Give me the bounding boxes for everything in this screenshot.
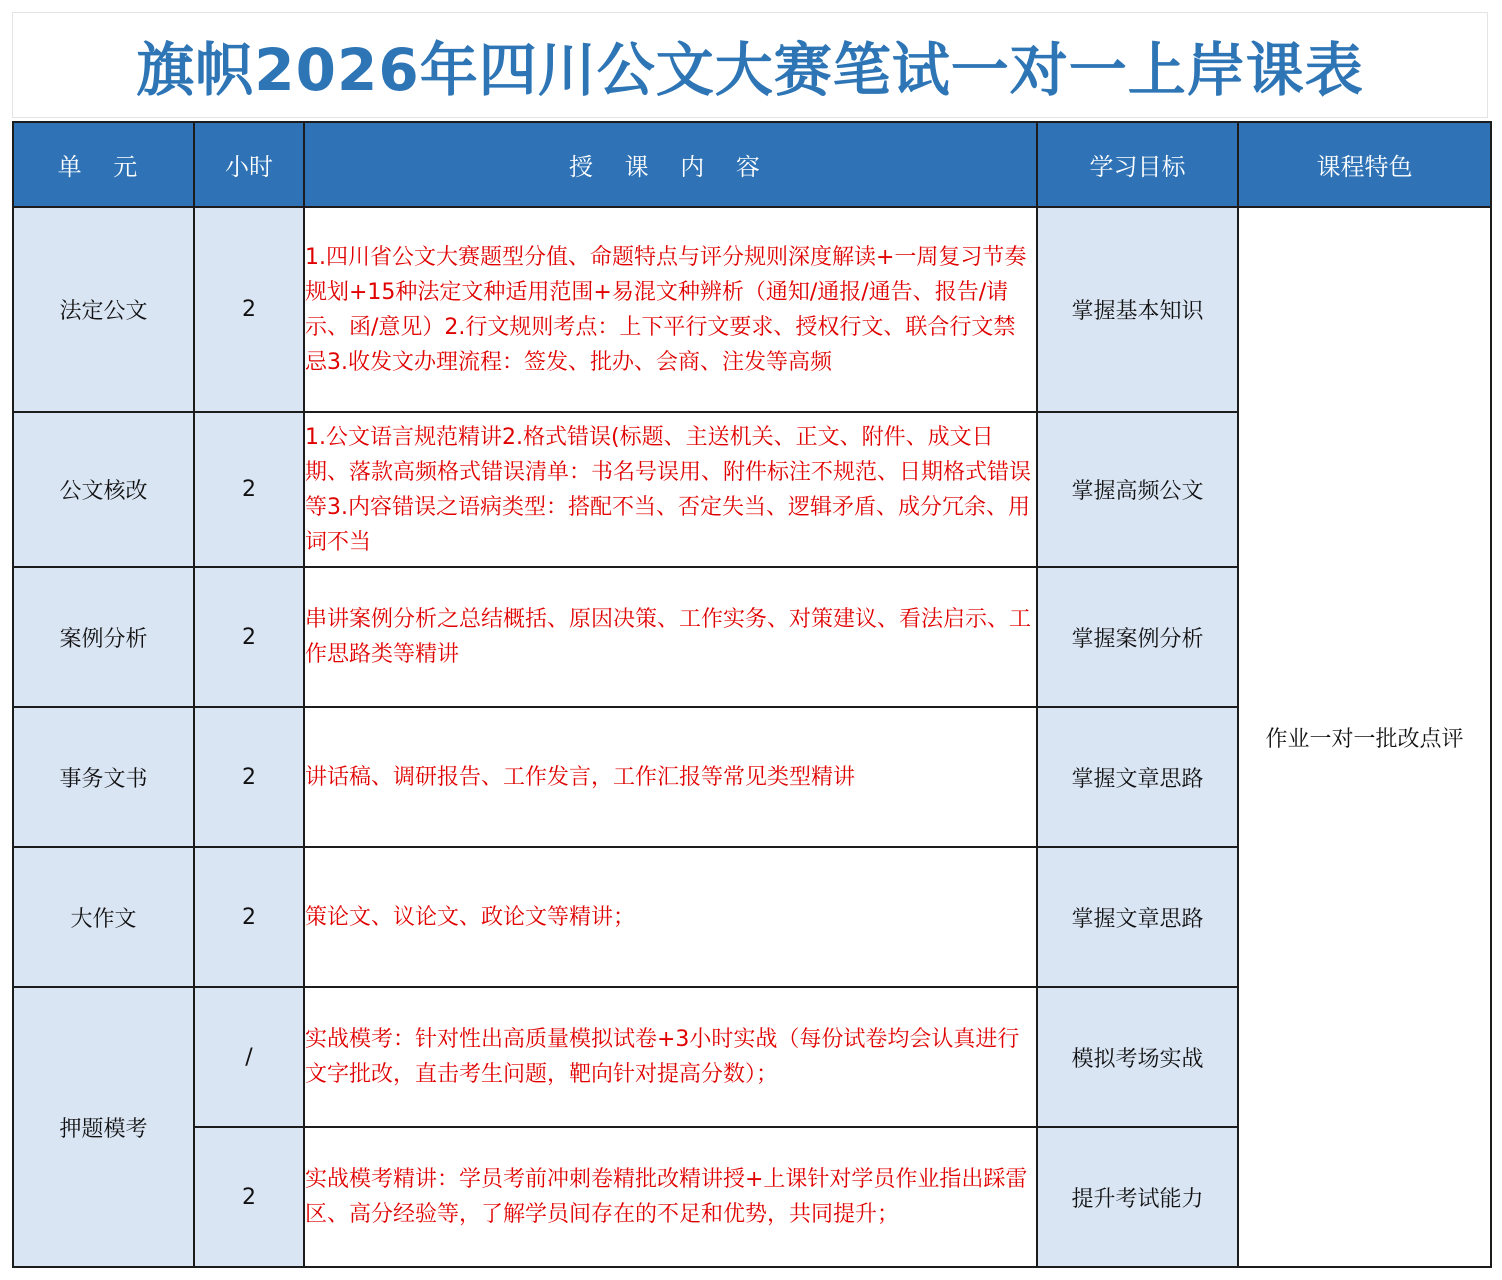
hours-cell: 2	[194, 207, 304, 412]
unit-cell: 法定公文	[13, 207, 194, 412]
content-cell: 1.四川省公文大赛题型分值、命题特点与评分规则深度解读+一周复习节奏规划+15种法定文种适用范围+易混文种辨析（通知/通报/通告、报告/请示、函/意见）2.行文规则考点：上下平行文要求、授权行文、联合行文禁忌3.收发文办理流程：签发、批办、会商、注发等高频	[304, 207, 1037, 412]
page-title: 旗帜2026年四川公文大赛笔试一对一上岸课表	[136, 36, 1364, 104]
goal-cell: 掌握文章思路	[1037, 847, 1238, 987]
goal-cell: 提升考试能力	[1037, 1127, 1238, 1267]
unit-cell: 大作文	[13, 847, 194, 987]
hours-cell: 2	[194, 567, 304, 707]
feature-cell: 作业一对一批改点评	[1238, 207, 1491, 1267]
content-cell: 串讲案例分析之总结概括、原因决策、工作实务、对策建议、看法启示、工作思路类等精讲	[304, 567, 1037, 707]
goal-cell: 掌握案例分析	[1037, 567, 1238, 707]
unit-cell: 押题模考	[13, 987, 194, 1267]
goal-cell: 模拟考场实战	[1037, 987, 1238, 1127]
hours-cell: /	[194, 987, 304, 1127]
course-schedule-table	[12, 121, 1492, 1268]
header-hours: 小时	[194, 122, 304, 207]
hours-cell: 2	[194, 847, 304, 987]
header-content: 授 课 内 容	[304, 122, 1037, 207]
unit-cell: 案例分析	[13, 567, 194, 707]
content-cell: 策论文、议论文、政论文等精讲；	[304, 847, 1037, 987]
unit-cell: 事务文书	[13, 707, 194, 847]
hours-cell: 2	[194, 412, 304, 567]
header-feature: 课程特色	[1238, 122, 1491, 207]
goal-cell: 掌握文章思路	[1037, 707, 1238, 847]
content-cell: 1.公文语言规范精讲2.格式错误(标题、主送机关、正文、附件、成文日期、落款高频格式错误清单：书名号误用、附件标注不规范、日期格式错误等3.内容错误之语病类型：搭配不当、否定失当、逻辑矛盾、成分冗余、用词不当	[304, 412, 1037, 567]
content-cell: 讲话稿、调研报告、工作发言，工作汇报等常见类型精讲	[304, 707, 1037, 847]
header-unit: 单 元	[13, 122, 194, 207]
title-banner	[12, 12, 1488, 118]
table-row	[13, 207, 1491, 412]
goal-cell: 掌握高频公文	[1037, 412, 1238, 567]
goal-cell: 掌握基本知识	[1037, 207, 1238, 412]
header-row	[13, 122, 1491, 207]
unit-cell: 公文核改	[13, 412, 194, 567]
hours-cell: 2	[194, 1127, 304, 1267]
content-cell: 实战模考：针对性出高质量模拟试卷+3小时实战（每份试卷均会认真进行文字批改，直击考生问题，靶向针对提高分数）；	[304, 987, 1037, 1127]
header-goal: 学习目标	[1037, 122, 1238, 207]
content-cell: 实战模考精讲：学员考前冲刺卷精批改精讲授+上课针对学员作业指出踩雷区、高分经验等，了解学员间存在的不足和优势，共同提升；	[304, 1127, 1037, 1267]
hours-cell: 2	[194, 707, 304, 847]
